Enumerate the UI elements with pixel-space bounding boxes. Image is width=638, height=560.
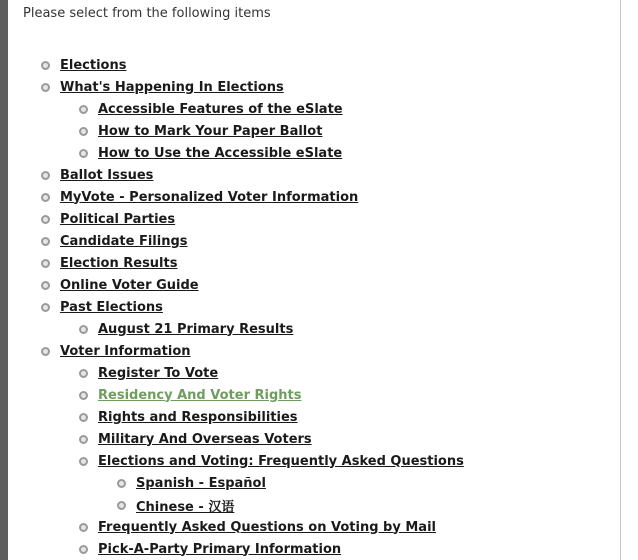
menu-item-rights-responsibilities (79, 406, 464, 428)
link-political-parties[interactable]: Political Parties (60, 211, 176, 227)
bullet-icon (41, 215, 50, 224)
menu-item-ballot-issues (41, 164, 464, 186)
menu-item-election-results (41, 252, 464, 274)
bullet-icon (41, 237, 50, 246)
bullet-icon (79, 457, 88, 466)
bullet-icon (79, 545, 88, 554)
menu-item-voting-by-mail-faq (79, 516, 464, 538)
link-candidate-filings[interactable]: Candidate Filings (60, 233, 188, 249)
link-voting-by-mail-faq[interactable]: Frequently Asked Questions on Voting by Mail (98, 519, 436, 535)
link-residency-voter-rights[interactable]: Residency And Voter Rights (98, 387, 302, 403)
submenu-voter-information (41, 362, 464, 560)
menu-item-chinese (117, 494, 464, 516)
menu-item-military-overseas (79, 428, 464, 450)
menu-item-elections (41, 54, 464, 76)
link-register-to-vote[interactable]: Register To Vote (98, 365, 219, 381)
bullet-icon (79, 149, 88, 158)
link-use-eslate[interactable]: How to Use the Accessible eSlate (98, 145, 343, 161)
bullet-icon (79, 435, 88, 444)
menu-item-whats-happening (41, 76, 464, 164)
bullet-icon (41, 171, 50, 180)
bullet-icon (79, 127, 88, 136)
link-voter-information[interactable]: Voter Information (60, 343, 191, 359)
link-elections[interactable]: Elections (60, 57, 127, 73)
menu-item-voter-information (41, 340, 464, 560)
left-border (0, 0, 8, 560)
menu-item-past-elections (41, 296, 464, 340)
link-ballot-issues[interactable]: Ballot Issues (60, 167, 154, 183)
link-elections-faq[interactable]: Elections and Voting: Frequently Asked Questions (98, 453, 464, 469)
bullet-icon (79, 413, 88, 422)
link-whats-happening[interactable]: What's Happening In Elections (60, 79, 284, 95)
elections-menu (41, 54, 464, 560)
link-military-overseas[interactable]: Military And Overseas Voters (98, 431, 312, 447)
right-divider (620, 0, 621, 560)
menu-item-accessible-features (79, 98, 464, 120)
bullet-icon (41, 303, 50, 312)
menu-item-candidate-filings (41, 230, 464, 252)
bullet-icon (41, 281, 50, 290)
link-past-elections[interactable]: Past Elections (60, 299, 163, 315)
submenu-whats-happening (41, 98, 464, 164)
bullet-icon (79, 523, 88, 532)
menu-item-myvote (41, 186, 464, 208)
menu-item-august-21-results (79, 318, 464, 340)
link-spanish[interactable]: Spanish - Español (136, 475, 266, 491)
bullet-icon (117, 479, 126, 488)
menu-item-elections-faq (79, 450, 464, 516)
bullet-icon (79, 325, 88, 334)
bullet-icon (79, 369, 88, 378)
link-august-21-results[interactable]: August 21 Primary Results (98, 321, 294, 337)
link-accessible-features[interactable]: Accessible Features of the eSlate (98, 101, 343, 117)
link-rights-responsibilities[interactable]: Rights and Responsibilities (98, 409, 298, 425)
bullet-icon (117, 501, 126, 510)
menu-item-spanish (117, 472, 464, 494)
link-online-voter-guide[interactable]: Online Voter Guide (60, 277, 199, 293)
bullet-icon (41, 61, 50, 70)
bullet-icon (41, 83, 50, 92)
bullet-icon (79, 391, 88, 400)
bullet-icon (41, 193, 50, 202)
submenu-past-elections (41, 318, 464, 340)
selection-prompt: Please select from the following items (23, 6, 271, 21)
menu-item-use-eslate (79, 142, 464, 164)
menu-item-political-parties (41, 208, 464, 230)
menu-item-residency-voter-rights (79, 384, 464, 406)
submenu-elections-faq (79, 472, 464, 516)
menu-item-register-to-vote (79, 362, 464, 384)
menu-item-online-voter-guide (41, 274, 464, 296)
link-chinese[interactable]: Chinese - 汉语 (136, 499, 235, 515)
bullet-icon (79, 105, 88, 114)
menu-item-pick-a-party (79, 538, 464, 560)
link-myvote[interactable]: MyVote - Personalized Voter Information (60, 189, 359, 205)
menu-item-mark-paper-ballot (79, 120, 464, 142)
bullet-icon (41, 347, 50, 356)
link-pick-a-party[interactable]: Pick-A-Party Primary Information (98, 541, 342, 557)
link-election-results[interactable]: Election Results (60, 255, 178, 271)
link-mark-paper-ballot[interactable]: How to Mark Your Paper Ballot (98, 123, 323, 139)
bullet-icon (41, 259, 50, 268)
